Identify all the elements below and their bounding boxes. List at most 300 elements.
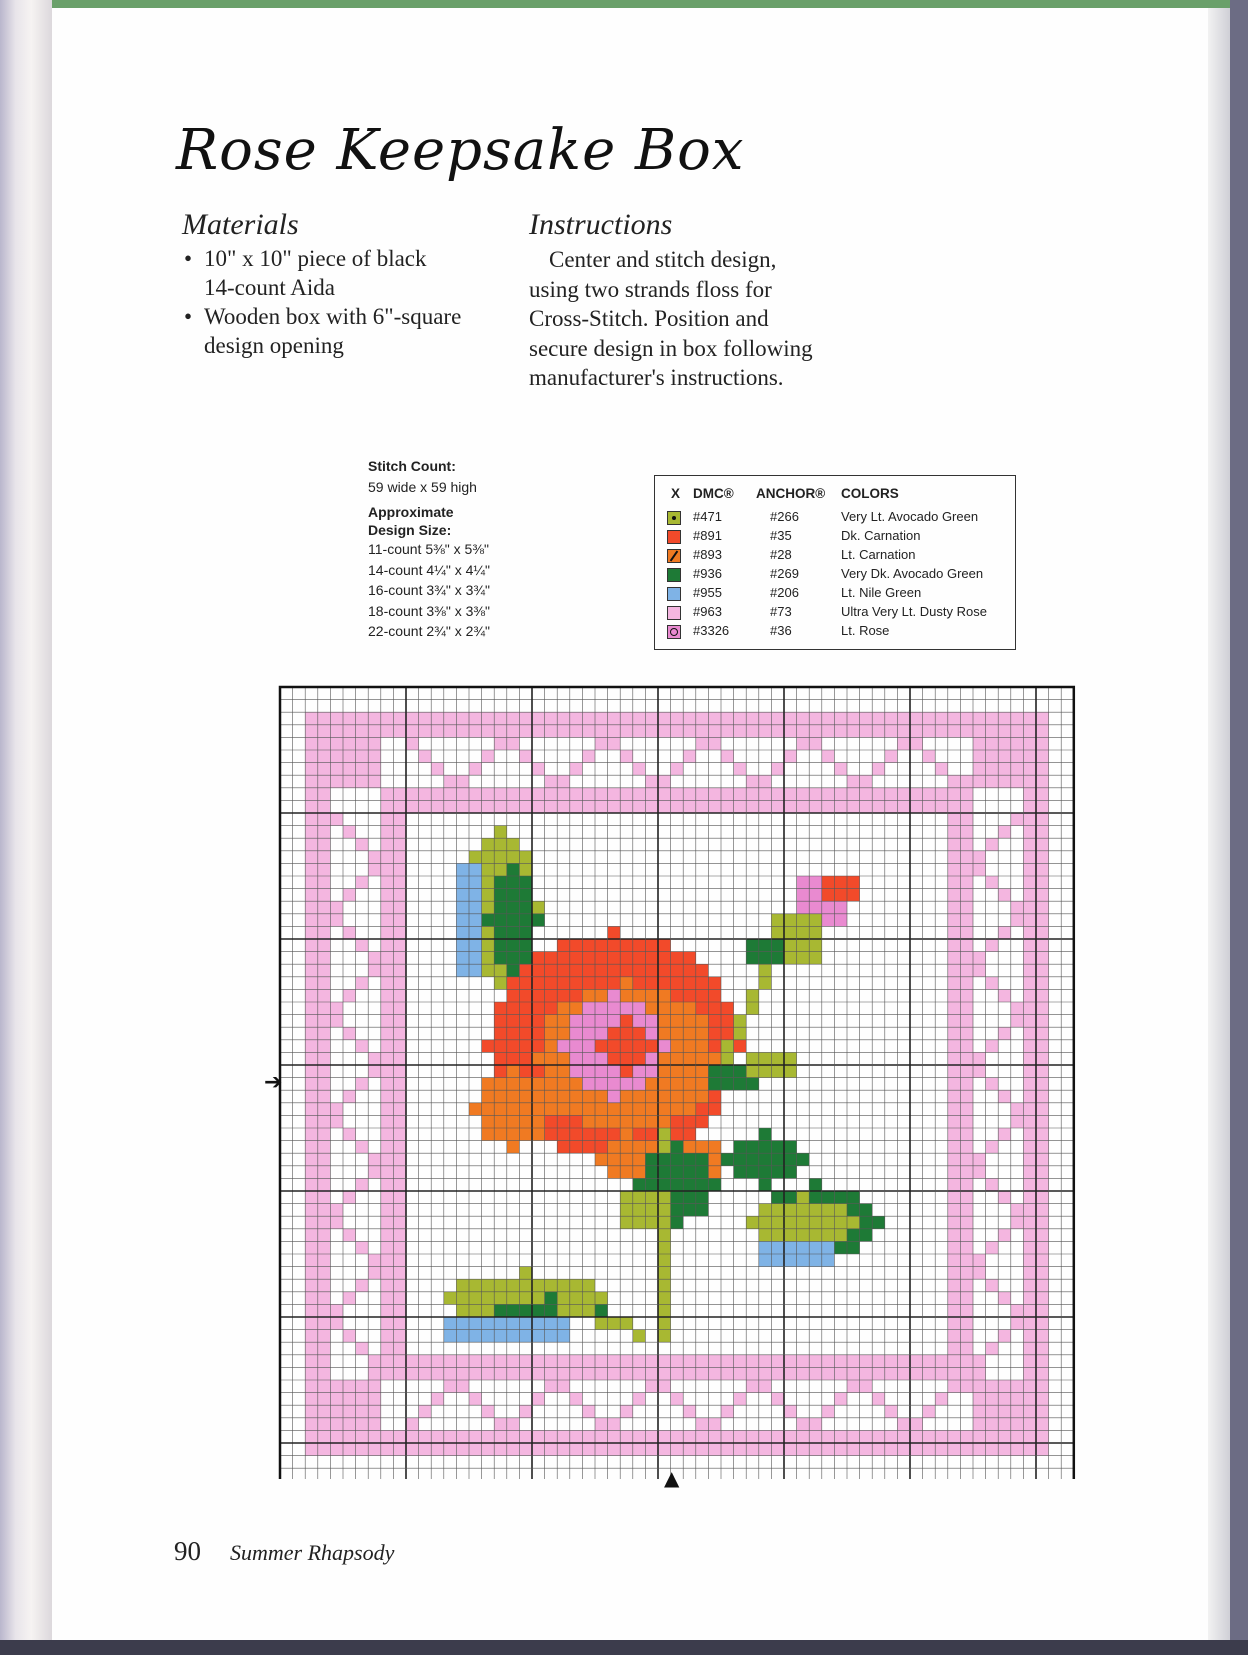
stitch-cell bbox=[860, 775, 873, 788]
stitch-cell bbox=[721, 1430, 734, 1443]
stitch-cell bbox=[343, 712, 356, 725]
stitch-cell bbox=[1011, 1304, 1024, 1317]
stitch-cell bbox=[759, 712, 772, 725]
stitch-cell bbox=[809, 800, 822, 813]
stitch-cell bbox=[1011, 1015, 1024, 1028]
stitch-cell bbox=[960, 1216, 973, 1229]
stitch-cell bbox=[519, 1443, 532, 1456]
stitch-cell bbox=[658, 1355, 671, 1368]
stitch-cell bbox=[708, 989, 721, 1002]
stitch-cell bbox=[532, 712, 545, 725]
color-key bbox=[654, 475, 1016, 650]
stitch-cell bbox=[948, 1052, 961, 1065]
stitch-cell bbox=[368, 1405, 381, 1418]
stitch-cell bbox=[658, 977, 671, 990]
stitch-cell bbox=[582, 1115, 595, 1128]
stitch-cell bbox=[318, 838, 331, 851]
stitch-cell bbox=[948, 889, 961, 902]
stitch-cell bbox=[872, 1393, 885, 1406]
stitch-cell bbox=[708, 1367, 721, 1380]
stitch-cell bbox=[734, 1355, 747, 1368]
stitch-cell bbox=[545, 712, 558, 725]
stitch-cell bbox=[1011, 763, 1024, 776]
stitch-cell bbox=[671, 1166, 684, 1179]
stitch-cell bbox=[494, 1015, 507, 1028]
stitch-cell bbox=[797, 1191, 810, 1204]
stitch-cell bbox=[494, 926, 507, 939]
stitch-cell bbox=[393, 1229, 406, 1242]
stitch-cell bbox=[1023, 1254, 1036, 1267]
stitch-cell bbox=[393, 1317, 406, 1330]
stitch-cell bbox=[595, 1002, 608, 1015]
stitch-cell bbox=[456, 1292, 469, 1305]
stitch-cell bbox=[469, 889, 482, 902]
stitch-cell bbox=[469, 725, 482, 738]
stitch-cell bbox=[608, 1418, 621, 1431]
stitch-cell bbox=[381, 952, 394, 965]
stitch-cell bbox=[393, 977, 406, 990]
stitch-cell bbox=[683, 800, 696, 813]
stitch-cell bbox=[721, 1078, 734, 1091]
stitch-cell bbox=[998, 989, 1011, 1002]
stitch-cell bbox=[998, 826, 1011, 839]
stitch-cell bbox=[469, 851, 482, 864]
stitch-cell bbox=[330, 1304, 343, 1317]
stitch-cell bbox=[532, 1292, 545, 1305]
stitch-cell bbox=[633, 1393, 646, 1406]
stitch-cell bbox=[960, 952, 973, 965]
stitch-cell bbox=[1023, 1229, 1036, 1242]
stitch-cell bbox=[318, 1141, 331, 1154]
stitch-cell bbox=[633, 1015, 646, 1028]
stitch-cell bbox=[557, 1115, 570, 1128]
stitch-cell bbox=[393, 1241, 406, 1254]
stitch-cell bbox=[746, 1141, 759, 1154]
stitch-cell bbox=[822, 901, 835, 914]
stitch-cell bbox=[797, 1367, 810, 1380]
stitch-cell bbox=[519, 952, 532, 965]
stitch-cell bbox=[923, 800, 936, 813]
stitch-cell bbox=[343, 1292, 356, 1305]
stitch-cell bbox=[797, 1443, 810, 1456]
stitch-cell bbox=[910, 712, 923, 725]
stitch-cell bbox=[482, 914, 495, 927]
stitch-cell bbox=[482, 788, 495, 801]
stitch-cell bbox=[784, 1052, 797, 1065]
stitch-cell bbox=[368, 750, 381, 763]
design-size: 14-count 4¼" x 4¼" bbox=[368, 561, 491, 578]
stitch-cell bbox=[507, 1040, 520, 1053]
stitch-cell bbox=[381, 1166, 394, 1179]
stitch-cell bbox=[1036, 1330, 1049, 1343]
stitch-cell bbox=[557, 712, 570, 725]
stitch-cell bbox=[822, 914, 835, 927]
stitch-cell bbox=[444, 1430, 457, 1443]
stitch-cell bbox=[797, 1241, 810, 1254]
design-size: 18-count 3⅜" x 3⅜" bbox=[368, 602, 491, 619]
stitch-cell bbox=[482, 712, 495, 725]
stitch-cell bbox=[532, 1367, 545, 1380]
stitch-cell bbox=[532, 1330, 545, 1343]
stitch-cell bbox=[305, 1052, 318, 1065]
stitch-cell bbox=[469, 876, 482, 889]
stitch-cell bbox=[671, 763, 684, 776]
stitch-cell bbox=[582, 1443, 595, 1456]
stitch-cell bbox=[608, 1115, 621, 1128]
stitch-cell bbox=[948, 1267, 961, 1280]
stitch-cell bbox=[494, 737, 507, 750]
stitch-cell bbox=[608, 1015, 621, 1028]
stitch-cell bbox=[960, 1153, 973, 1166]
stitch-cell bbox=[1036, 1178, 1049, 1191]
stitch-cell bbox=[784, 750, 797, 763]
stitch-cell bbox=[633, 1141, 646, 1154]
stitch-cell bbox=[381, 1430, 394, 1443]
stitch-cell bbox=[1036, 964, 1049, 977]
stitch-cell bbox=[960, 1128, 973, 1141]
stitch-cell bbox=[1036, 1393, 1049, 1406]
stitch-cell bbox=[658, 1191, 671, 1204]
stitch-cell bbox=[683, 964, 696, 977]
stitch-cell bbox=[759, 1166, 772, 1179]
stitch-cell bbox=[834, 914, 847, 927]
stitch-cell bbox=[381, 1204, 394, 1217]
stitch-cell bbox=[998, 1393, 1011, 1406]
stitch-cell bbox=[948, 1090, 961, 1103]
stitch-cell bbox=[494, 1355, 507, 1368]
stitch-cell bbox=[1036, 838, 1049, 851]
stitch-cell bbox=[318, 1040, 331, 1053]
stitch-cell bbox=[393, 1128, 406, 1141]
stitch-cell bbox=[557, 775, 570, 788]
stitch-cell bbox=[381, 851, 394, 864]
stitch-cell bbox=[532, 763, 545, 776]
stitch-cell bbox=[318, 1254, 331, 1267]
stitch-cell bbox=[759, 1052, 772, 1065]
key-header-colors: COLORS bbox=[841, 486, 899, 501]
stitch-cell bbox=[557, 977, 570, 990]
stitch-cell bbox=[608, 1052, 621, 1065]
stitch-cell bbox=[545, 1330, 558, 1343]
stitch-cell bbox=[381, 800, 394, 813]
stitch-cell bbox=[910, 725, 923, 738]
stitch-cell bbox=[608, 1355, 621, 1368]
stitch-cell bbox=[847, 876, 860, 889]
stitch-cell bbox=[809, 788, 822, 801]
stitch-cell bbox=[998, 737, 1011, 750]
stitch-cell bbox=[419, 712, 432, 725]
stitch-cell bbox=[305, 1191, 318, 1204]
stitch-cell bbox=[645, 939, 658, 952]
stitch-cell bbox=[897, 712, 910, 725]
stitch-cell bbox=[658, 1040, 671, 1053]
stitch-cell bbox=[885, 1430, 898, 1443]
stitch-cell bbox=[910, 788, 923, 801]
stitch-cell bbox=[545, 1380, 558, 1393]
stitch-cell bbox=[582, 712, 595, 725]
stitch-cell bbox=[356, 1393, 369, 1406]
stitch-cell bbox=[834, 725, 847, 738]
stitch-cell bbox=[847, 788, 860, 801]
stitch-cell bbox=[759, 939, 772, 952]
stitch-cell bbox=[318, 1405, 331, 1418]
stitch-cell bbox=[645, 788, 658, 801]
stitch-cell bbox=[532, 1002, 545, 1015]
stitch-cell bbox=[658, 939, 671, 952]
stitch-cell bbox=[406, 788, 419, 801]
stitch-cell bbox=[456, 964, 469, 977]
stitch-cell bbox=[318, 1216, 331, 1229]
stitch-cell bbox=[948, 1330, 961, 1343]
stitch-cell bbox=[381, 1254, 394, 1267]
stitch-cell bbox=[658, 1317, 671, 1330]
stitch-cell bbox=[923, 725, 936, 738]
stitch-cell bbox=[986, 1040, 999, 1053]
stitch-cell bbox=[683, 1153, 696, 1166]
stitch-cell bbox=[771, 712, 784, 725]
design-size: 16-count 3¾" x 3¾" bbox=[368, 582, 491, 598]
stitch-cell bbox=[771, 800, 784, 813]
stitch-cell bbox=[860, 1229, 873, 1242]
stitch-cell bbox=[507, 737, 520, 750]
stitch-cell bbox=[456, 889, 469, 902]
stitch-cell bbox=[330, 1103, 343, 1116]
stitch-cell bbox=[368, 763, 381, 776]
stitch-cell bbox=[1023, 1153, 1036, 1166]
stitch-cell bbox=[973, 763, 986, 776]
stitch-cell bbox=[318, 1166, 331, 1179]
stitch-cell bbox=[368, 725, 381, 738]
stitch-cell bbox=[771, 1204, 784, 1217]
stitch-cell bbox=[1023, 788, 1036, 801]
stitch-cell bbox=[494, 977, 507, 990]
stitch-cell bbox=[759, 1216, 772, 1229]
stitch-cell bbox=[469, 763, 482, 776]
stitch-cell bbox=[381, 1304, 394, 1317]
stitch-cell bbox=[343, 889, 356, 902]
stitch-cell bbox=[746, 1216, 759, 1229]
stitch-cell bbox=[834, 1443, 847, 1456]
stitch-cell bbox=[381, 1040, 394, 1053]
stitch-cell bbox=[986, 876, 999, 889]
stitch-cell bbox=[658, 1380, 671, 1393]
stitch-cell bbox=[1011, 712, 1024, 725]
stitch-cell bbox=[456, 800, 469, 813]
stitch-cell bbox=[986, 1241, 999, 1254]
stitch-cell bbox=[393, 914, 406, 927]
stitch-cell bbox=[368, 1380, 381, 1393]
stitch-cell bbox=[1023, 1015, 1036, 1028]
stitch-cell bbox=[368, 964, 381, 977]
stitch-cell bbox=[381, 1065, 394, 1078]
stitch-cell bbox=[393, 1115, 406, 1128]
stitch-cell bbox=[444, 725, 457, 738]
stitch-cell bbox=[986, 737, 999, 750]
stitch-cell bbox=[532, 977, 545, 990]
materials-heading: Materials bbox=[182, 208, 299, 241]
stitch-cell bbox=[998, 1090, 1011, 1103]
stitch-cell bbox=[368, 775, 381, 788]
stitch-cell bbox=[381, 1128, 394, 1141]
stitch-cell bbox=[431, 725, 444, 738]
stitch-cell bbox=[393, 926, 406, 939]
stitch-cell bbox=[507, 939, 520, 952]
stitch-cell bbox=[708, 1153, 721, 1166]
stitch-cell bbox=[318, 989, 331, 1002]
stitch-cell bbox=[456, 863, 469, 876]
stitch-cell bbox=[343, 750, 356, 763]
stitch-cell bbox=[771, 914, 784, 927]
stitch-cell bbox=[570, 1040, 583, 1053]
stitch-cell bbox=[671, 1002, 684, 1015]
stitch-cell bbox=[519, 1330, 532, 1343]
stitch-cell bbox=[570, 1052, 583, 1065]
stitch-cell bbox=[507, 901, 520, 914]
stitch-cell bbox=[633, 1367, 646, 1380]
stitch-cell bbox=[1023, 876, 1036, 889]
color-name: Lt. Rose bbox=[841, 623, 890, 638]
stitch-cell bbox=[671, 1103, 684, 1116]
stitch-cell bbox=[771, 1254, 784, 1267]
stitch-cell bbox=[847, 712, 860, 725]
stitch-cell bbox=[620, 1166, 633, 1179]
stitch-cell bbox=[998, 763, 1011, 776]
stitch-cell bbox=[595, 1317, 608, 1330]
stitch-cell bbox=[973, 1443, 986, 1456]
stitch-cell bbox=[318, 1178, 331, 1191]
stitch-cell bbox=[620, 989, 633, 1002]
stitch-cell bbox=[923, 1430, 936, 1443]
stitch-cell bbox=[1023, 1367, 1036, 1380]
stitch-cell bbox=[1036, 1015, 1049, 1028]
key-row bbox=[655, 547, 1015, 566]
stitch-cell bbox=[356, 1241, 369, 1254]
stitch-cell bbox=[343, 1430, 356, 1443]
stitch-cell bbox=[960, 1355, 973, 1368]
stitch-cell bbox=[494, 788, 507, 801]
stitch-cell bbox=[393, 1355, 406, 1368]
stitch-cell bbox=[645, 1002, 658, 1015]
stitch-cell bbox=[456, 1279, 469, 1292]
stitch-cell bbox=[834, 788, 847, 801]
stitch-cell bbox=[1023, 813, 1036, 826]
stitch-cell bbox=[885, 1443, 898, 1456]
stitch-cell bbox=[620, 1115, 633, 1128]
stitch-cell bbox=[393, 1090, 406, 1103]
stitch-cell bbox=[1036, 1065, 1049, 1078]
stitch-cell bbox=[305, 926, 318, 939]
stitch-cell bbox=[633, 725, 646, 738]
stitch-cell bbox=[683, 1115, 696, 1128]
stitch-cell bbox=[1036, 826, 1049, 839]
stitch-cell bbox=[1036, 926, 1049, 939]
stitch-cell bbox=[1023, 750, 1036, 763]
stitch-cell bbox=[683, 750, 696, 763]
stitch-cell bbox=[960, 1204, 973, 1217]
stitch-cell bbox=[935, 1367, 948, 1380]
stitch-cell bbox=[721, 1065, 734, 1078]
stitch-cell bbox=[318, 1103, 331, 1116]
stitch-cell bbox=[570, 800, 583, 813]
stitch-cell bbox=[444, 1380, 457, 1393]
key-row bbox=[655, 623, 1015, 642]
book-title: Summer Rhapsody bbox=[230, 1540, 395, 1565]
stitch-cell bbox=[494, 1040, 507, 1053]
stitch-cell bbox=[645, 1380, 658, 1393]
stitch-cell bbox=[318, 1090, 331, 1103]
stitch-cell bbox=[1011, 1418, 1024, 1431]
stitch-cell bbox=[784, 800, 797, 813]
stitch-cell bbox=[557, 1078, 570, 1091]
stitch-cell bbox=[494, 1317, 507, 1330]
stitch-cell bbox=[608, 1078, 621, 1091]
stitch-cell bbox=[393, 1254, 406, 1267]
stitch-cell bbox=[343, 1405, 356, 1418]
stitch-cell bbox=[557, 1090, 570, 1103]
stitch-cell bbox=[708, 1166, 721, 1179]
stitch-cell bbox=[557, 1279, 570, 1292]
stitch-cell bbox=[696, 1418, 709, 1431]
stitch-cell bbox=[469, 939, 482, 952]
stitch-cell bbox=[557, 1027, 570, 1040]
stitch-cell bbox=[960, 901, 973, 914]
stitch-cell bbox=[482, 1355, 495, 1368]
stitch-cell bbox=[381, 1279, 394, 1292]
stitch-cell bbox=[482, 1367, 495, 1380]
stitch-cell bbox=[494, 1304, 507, 1317]
stitch-cell bbox=[1011, 1380, 1024, 1393]
book-cover-edge bbox=[1230, 0, 1248, 1655]
stitch-cell bbox=[507, 1317, 520, 1330]
stitch-cell bbox=[482, 1292, 495, 1305]
stitch-cell bbox=[986, 750, 999, 763]
stitch-cell bbox=[393, 838, 406, 851]
stitch-cell bbox=[570, 1279, 583, 1292]
stitch-cell bbox=[960, 1040, 973, 1053]
stitch-cell bbox=[872, 725, 885, 738]
stitch-cell bbox=[444, 712, 457, 725]
stitch-cell bbox=[633, 1040, 646, 1053]
stitch-count-label: Stitch Count: bbox=[368, 458, 456, 474]
stitch-cell bbox=[910, 1355, 923, 1368]
stitch-cell bbox=[356, 763, 369, 776]
stitch-cell bbox=[998, 1229, 1011, 1242]
stitch-cell bbox=[608, 1065, 621, 1078]
stitch-cell bbox=[998, 1330, 1011, 1343]
stitch-cell bbox=[948, 1103, 961, 1116]
stitch-cell bbox=[973, 1405, 986, 1418]
stitch-cell bbox=[318, 1128, 331, 1141]
stitch-cell bbox=[305, 1166, 318, 1179]
stitch-cell bbox=[1011, 901, 1024, 914]
stitch-cell bbox=[721, 800, 734, 813]
stitch-cell bbox=[519, 989, 532, 1002]
stitch-cell bbox=[1023, 851, 1036, 864]
stitch-cell bbox=[771, 1355, 784, 1368]
stitch-cell bbox=[645, 1204, 658, 1217]
stitch-cell bbox=[343, 989, 356, 1002]
stitch-cell bbox=[960, 1166, 973, 1179]
stitch-cell bbox=[318, 1065, 331, 1078]
stitch-cell bbox=[305, 1330, 318, 1343]
stitch-cell bbox=[519, 750, 532, 763]
stitch-cell bbox=[683, 1065, 696, 1078]
stitch-cell bbox=[419, 788, 432, 801]
stitch-cell bbox=[645, 989, 658, 1002]
stitch-cell bbox=[671, 1141, 684, 1154]
stitch-cell bbox=[1011, 1204, 1024, 1217]
stitch-cell bbox=[570, 712, 583, 725]
